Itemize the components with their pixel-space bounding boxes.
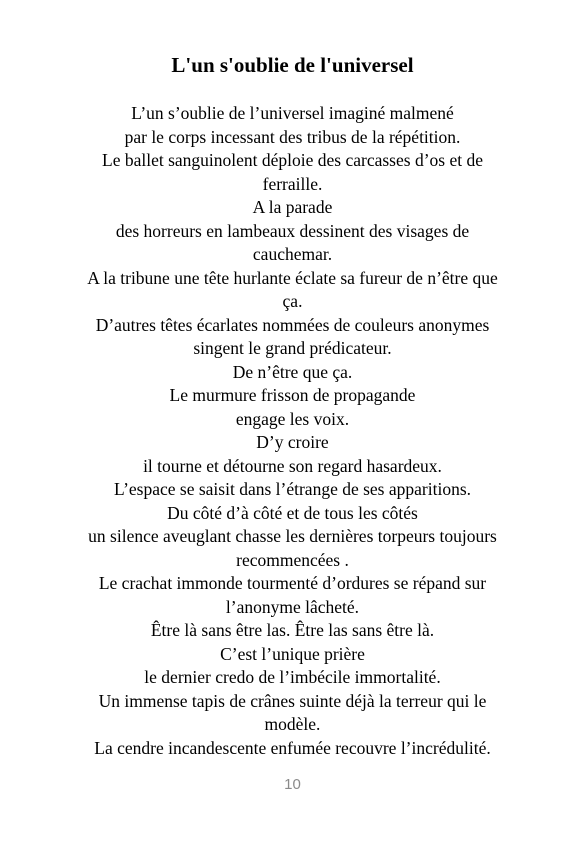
page-number: 10	[284, 776, 301, 793]
poem-line: Le murmure frisson de propagande	[169, 385, 416, 405]
poem-line: engage les voix.	[235, 408, 350, 429]
poem-line: des horreurs en lambeaux dessinent des visages de	[115, 220, 470, 241]
poem-line: Être là sans être las. Être las sans être là.	[150, 620, 435, 640]
poem-line: La cendre incandescente enfumée recouvre l’incrédulité.	[94, 737, 491, 758]
poem-line: Le crachat immonde tourmenté d’ordures se répand sur	[98, 573, 487, 593]
poem-line: le dernier credo de l’imbécile immortalité.	[144, 667, 441, 687]
poem-line: modèle.	[264, 714, 321, 734]
poem-line: A la tribune une tête hurlante éclate sa fureur de n’être que	[87, 267, 498, 288]
poem-line: Le ballet sanguinolent déploie des carcasses d’os et de	[102, 150, 483, 170]
poem-body	[32, 102, 553, 760]
poem-line: l’anonyme lâcheté.	[225, 596, 360, 617]
poem-title: L'un s'oublie de l'universel	[171, 53, 414, 77]
poem-line: D’autres têtes écarlates nommées de couleurs anonymes	[95, 314, 490, 335]
poem-line: cauchemar.	[252, 244, 333, 264]
poem-line: singent le grand prédicateur.	[193, 338, 392, 358]
poem-line: il tourne et détourne son regard hasardeux.	[143, 455, 442, 476]
poem-line: ferraille.	[262, 173, 323, 194]
poem-line: recommencées .	[236, 549, 349, 570]
poem-line: D’y croire	[256, 432, 329, 452]
poem-line: Du côté d’à côté et de tous les côtés	[167, 502, 418, 523]
poem-line: L’un s’oublie de l’universel imaginé malmené	[131, 103, 454, 123]
poem-line: De n’être que ça.	[232, 361, 353, 382]
poem-line: L’espace se saisit dans l’étrange de ses apparitions.	[113, 479, 471, 499]
poem-line: un silence aveuglant chasse les dernières torpeurs toujours	[88, 526, 497, 546]
poem-line: A la parade	[252, 197, 333, 217]
poem-line: C’est l’unique prière	[220, 643, 365, 664]
poem-line: ça.	[282, 291, 303, 311]
poem-line: par le corps incessant des tribus de la répétition.	[124, 126, 461, 147]
poem-line: Un immense tapis de crânes suinte déjà la terreur qui le	[98, 690, 487, 711]
